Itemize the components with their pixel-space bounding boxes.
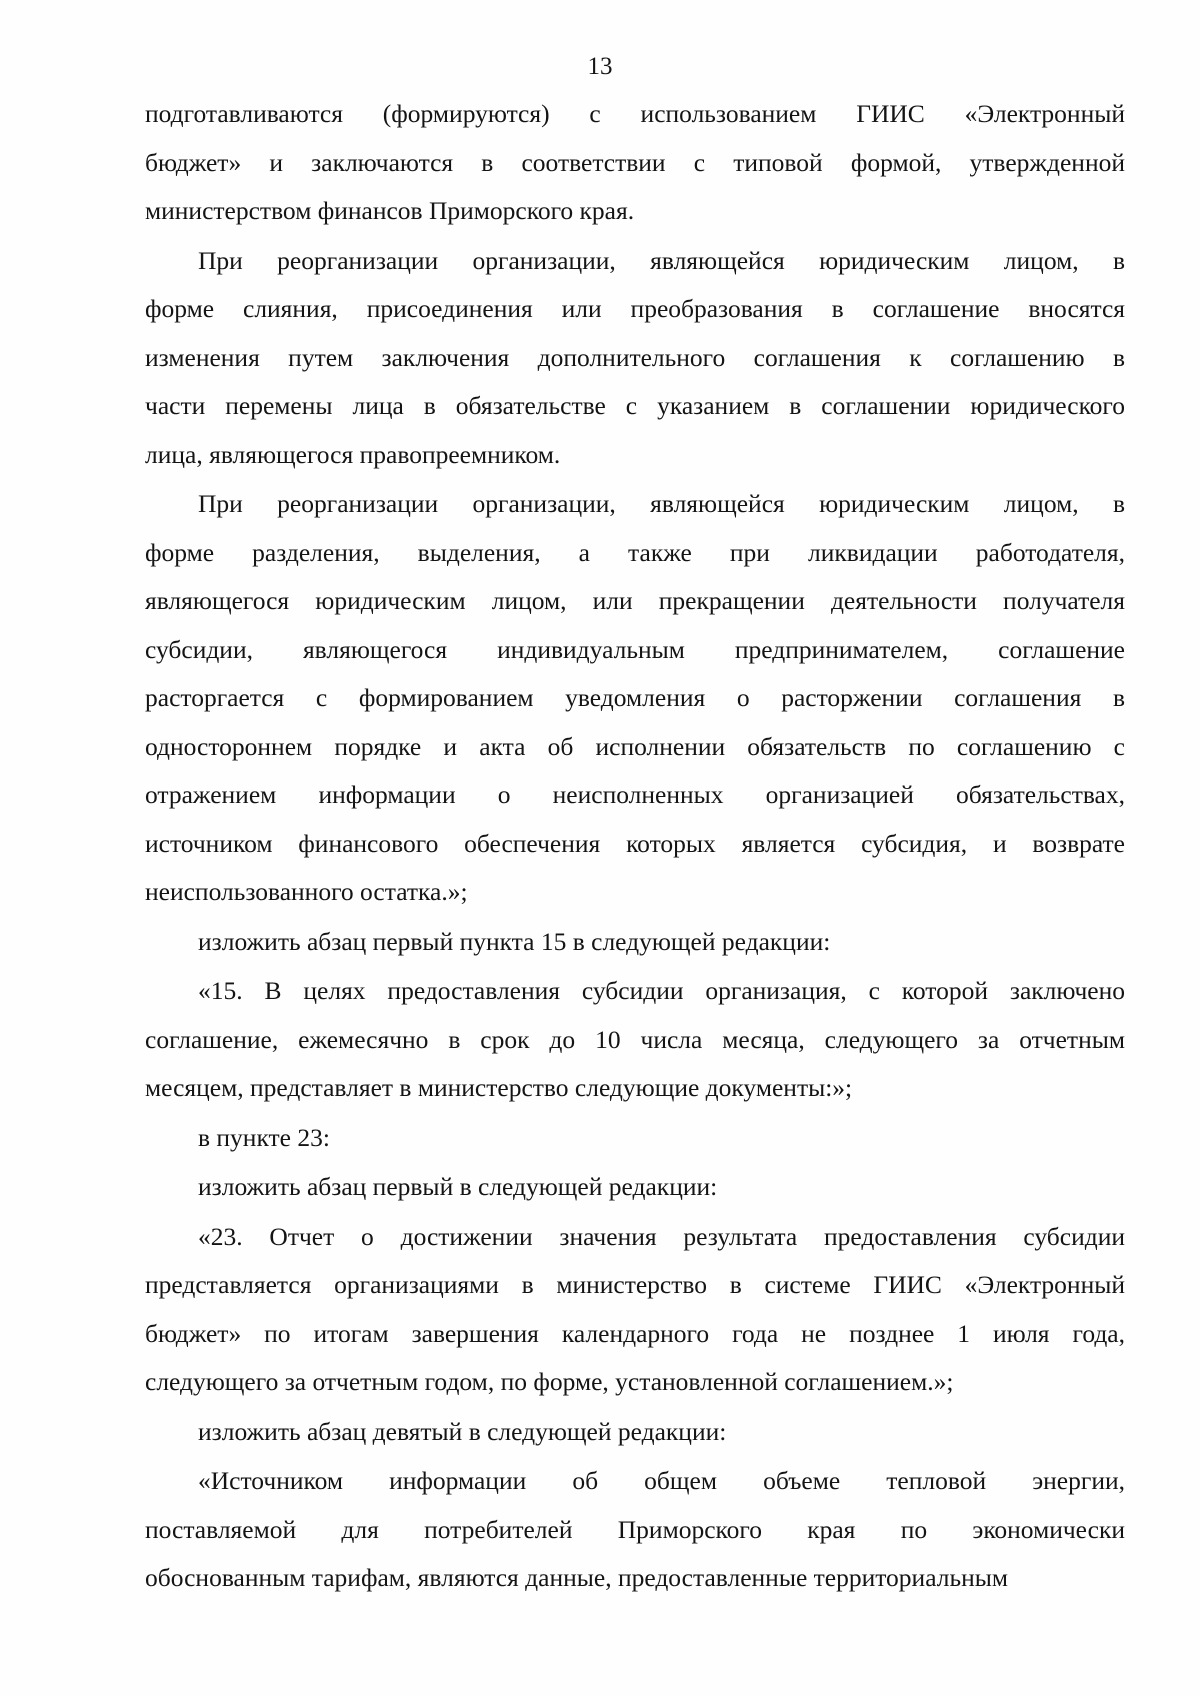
text-line: части перемены лица в обязательстве с указанием в соглашении юридического	[145, 391, 1125, 420]
text-line: При реорганизации организации, являющейся юридическим лицом, в	[198, 245, 1125, 275]
text-line: в пункте 23:	[198, 1122, 330, 1152]
text-line: бюджет» по итогам завершения календарного года не позднее 1 июля года,	[145, 1318, 1125, 1348]
text-line: «15. В целях предоставления субсидии организация, с которой заключено	[198, 976, 1125, 1005]
paragraph	[145, 967, 1125, 1113]
text-line: бюджет» и заключаются в соответствии с типовой формой, утвержденной	[145, 147, 1125, 177]
text-line: министерством финансов Приморского края.	[145, 196, 635, 225]
text-line: следующего за отчетным годом, по форме, установленной соглашением.»;	[145, 1367, 954, 1396]
text-line: отражением информации о неисполненных организацией обязательствах,	[145, 780, 1125, 809]
paragraph	[145, 1408, 1125, 1457]
document-body	[145, 90, 1125, 1604]
text-line: изложить абзац первый пункта 15 в следующей редакции:	[198, 926, 831, 956]
paragraph	[145, 480, 1125, 917]
paragraph	[145, 1457, 1125, 1603]
text-line: форме слияния, присоединения или преобразования в соглашение вносятся	[145, 294, 1125, 323]
text-line: «Источником информации об общем объеме тепловой энергии,	[198, 1466, 1125, 1495]
text-line: соглашение, ежемесячно в срок до 10 числа месяца, следующего за отчетным	[145, 1024, 1125, 1054]
paragraph	[145, 1114, 1125, 1163]
text-line: изменения путем заключения дополнительного соглашения к соглашению в	[145, 342, 1125, 372]
paragraph	[145, 1163, 1125, 1212]
text-line: одностороннем порядке и акта об исполнении обязательств по соглашению с	[145, 731, 1125, 761]
text-line: форме разделения, выделения, а также при ликвидации работодателя,	[145, 537, 1125, 567]
text-line: При реорганизации организации, являющейся юридическим лицом, в	[198, 489, 1125, 518]
text-line: изложить абзац девятый в следующей редакции:	[198, 1416, 727, 1446]
paragraph	[145, 237, 1125, 480]
text-line: изложить абзац первый в следующей редакции:	[198, 1172, 718, 1201]
text-line: представляется организациями в министерство в системе ГИИС «Электронный	[145, 1270, 1125, 1299]
text-line: обоснованным тарифам, являются данные, предоставленные территориальным	[145, 1563, 1009, 1592]
text-line: лица, являющегося правопреемником.	[145, 439, 561, 469]
paragraph	[145, 90, 1125, 236]
page-number: 13	[587, 53, 613, 80]
paragraph	[145, 1213, 1125, 1407]
text-line: поставляемой для потребителей Приморского края по экономически	[145, 1514, 1125, 1544]
text-line: «23. Отчет о достижении значения результата предоставления субсидии	[198, 1221, 1125, 1251]
text-line: месяцем, представляет в министерство следующие документы:»;	[145, 1073, 853, 1102]
paragraph	[145, 918, 1125, 967]
text-line: субсидии, являющегося индивидуальным предпринимателем, соглашение	[145, 634, 1125, 664]
text-line: неиспользованного остатка.»;	[145, 877, 468, 906]
text-line: являющегося юридическим лицом, или прекращении деятельности получателя	[145, 586, 1125, 615]
text-line: расторгается с формированием уведомления о расторжении соглашения в	[145, 683, 1125, 712]
text-line: источником финансового обеспечения которых является субсидия, и возврате	[145, 828, 1125, 858]
text-line: подготавливаются (формируются) с использованием ГИИС «Электронный	[145, 99, 1125, 128]
